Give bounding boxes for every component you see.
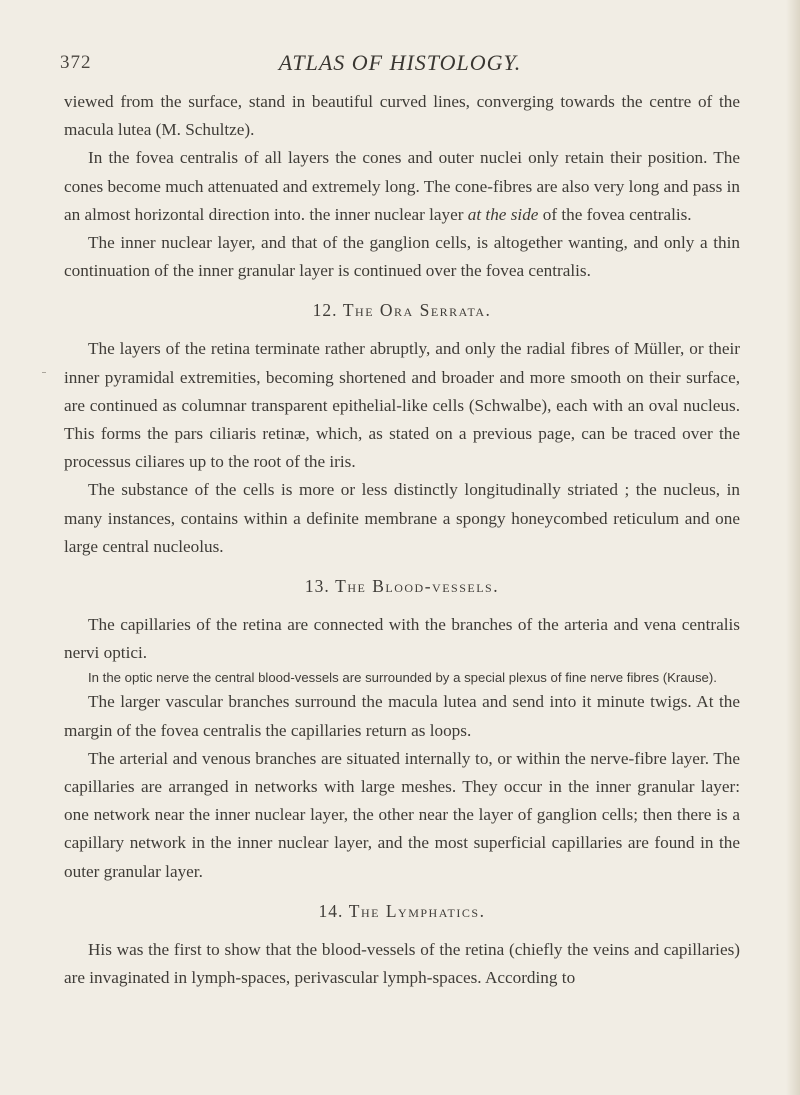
paragraph: The larger vascular branches surround the macula lutea and send into it minute twigs. At the margin of the fovea centralis the capillaries return as loops. bbox=[64, 692, 740, 740]
section-title: The Ora Serrata. bbox=[342, 300, 492, 321]
small-paragraph: In the optic nerve the central blood-vessels are surrounded by a special plexus of fine nerve fibres (Krause). bbox=[88, 670, 717, 686]
paragraph: The layers of the retina terminate rather abruptly, and only the radial fibres of Müller, or their inner pyramidal extremities, becoming shortened and broader and more smooth on their surface, are continued as columnar transparent epithelial-like cells (Schwalbe), each with an oval nucleus. This forms the pars ciliaris retinæ, which, as stated on a previous page, can be traced over the processus ciliares up to the root of the iris. bbox=[64, 339, 740, 472]
section-title: The Lymphatics. bbox=[348, 900, 486, 921]
section-title: The Blood-vessels. bbox=[335, 576, 500, 597]
page-header bbox=[60, 50, 740, 80]
paragraph bbox=[64, 144, 740, 229]
page-edge-shadow bbox=[786, 0, 800, 1095]
section-number: 13. bbox=[304, 576, 330, 597]
paragraph: The capillaries of the retina are connected with the branches of the arteria and vena centralis nervi optici. bbox=[64, 615, 740, 663]
page-body bbox=[64, 88, 740, 992]
margin-mark bbox=[42, 372, 46, 373]
paragraph: The inner nuclear layer, and that of the ganglion cells, is altogether wanting, and only a thin continuation of the inner granular layer is continued over the fovea centralis. bbox=[64, 233, 740, 281]
section-heading bbox=[64, 573, 740, 599]
section-number: 12. bbox=[312, 300, 338, 321]
section-heading bbox=[64, 898, 740, 924]
paragraph: His was the first to show that the blood-vessels of the retina (chiefly the veins and capillaries) are invaginated in lymph-spaces, perivascular lymph-spaces. According to bbox=[64, 939, 740, 988]
paragraph: The arterial and venous branches are situated internally to, or within the nerve-fibre layer. The capillaries are arranged in networks with large meshes. They occur in the inner granular layer: one network near the inner nuclear layer, the other near the layer of ganglion cells; then there is a capillary network in the inner nuclear layer, and the most superficial capillaries are found in the outer granular layer. bbox=[64, 748, 740, 881]
paragraph: viewed from the surface, stand in beautiful curved lines, converging towards the centre of the macula lutea (M. Schultze). bbox=[64, 92, 740, 140]
section-number: 14. bbox=[318, 900, 344, 921]
running-title: ATLAS OF HISTOLOGY. bbox=[278, 50, 522, 75]
paragraph-text-end: of the fovea centralis. bbox=[538, 204, 692, 224]
italic-phrase: at the side bbox=[467, 204, 539, 224]
section-heading bbox=[64, 297, 740, 323]
paragraph-text: In the fovea centralis of all layers the cones and outer nuclei only retain their position. The cones become much attenuated and extremely long. The cone-fibres are also very long and pass in an almost horizontal direction into. the inner nuclear layer bbox=[64, 148, 740, 224]
page-number: 372 bbox=[60, 52, 92, 73]
paragraph: The substance of the cells is more or less distinctly longitudinally striated ; the nucleus, in many instances, contains within a definite membrane a spongy honeycombed reticulum and one large central nucleolus. bbox=[64, 480, 740, 556]
